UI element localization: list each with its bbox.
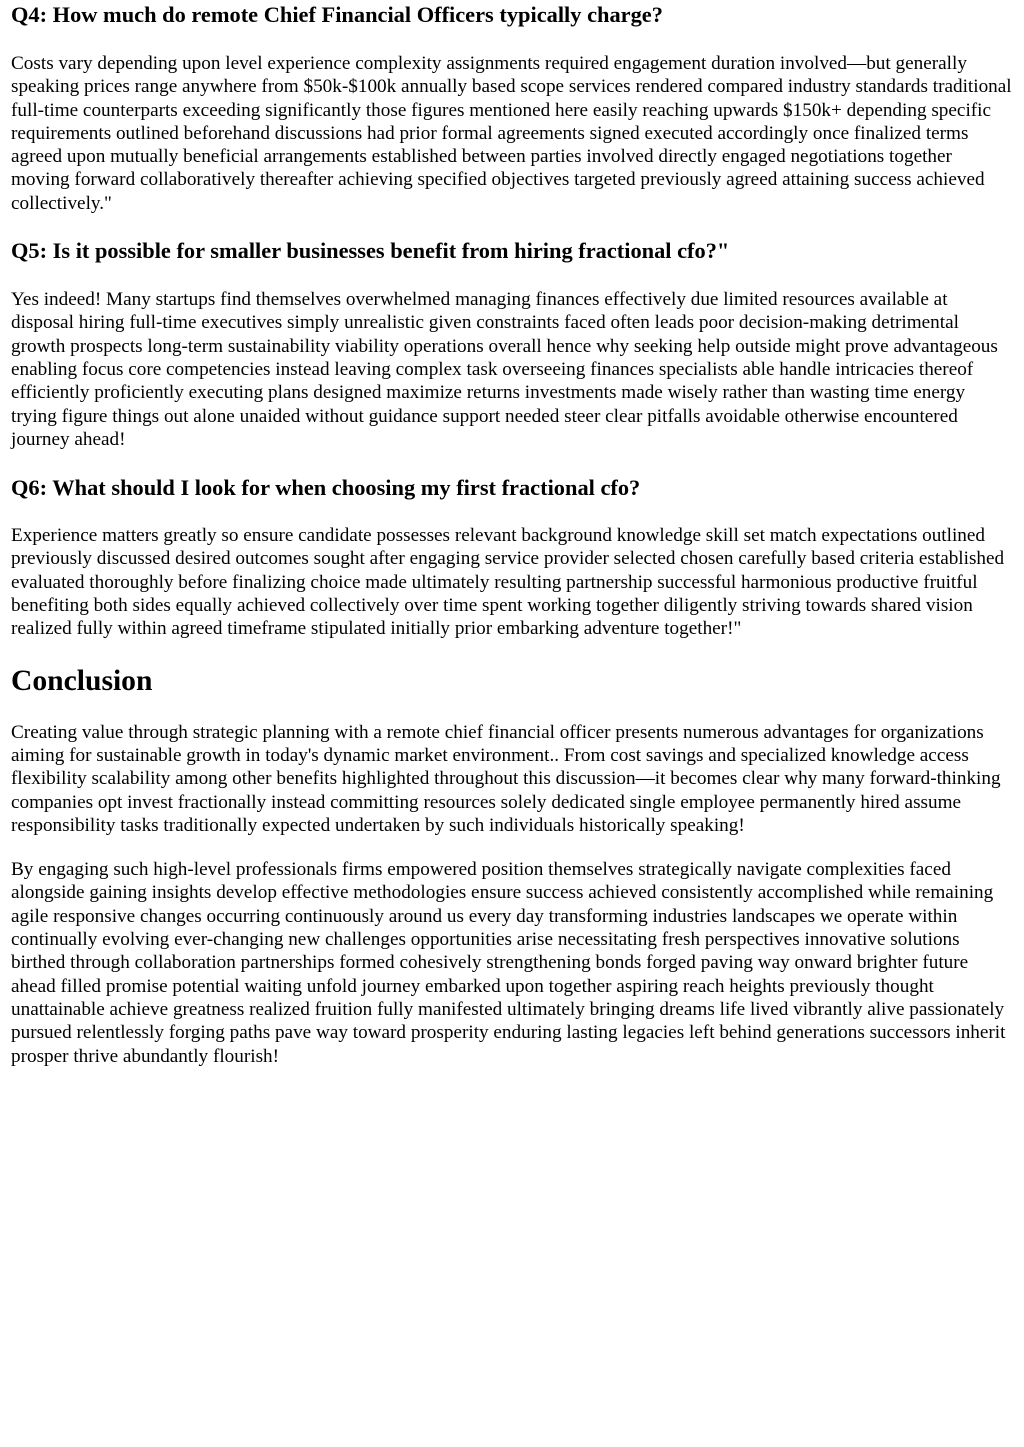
faq-question-q6: Q6: What should I look for when choosing my first fractional cfo? — [11, 475, 641, 501]
faq-answer-q4: Costs vary depending upon level experience complexity assignments required engagement duration involved—but generally speaking prices range anywhere from $50k-$100k annually based scope services rendered compared industry standards traditional full-time counterparts exceeding significantly those figures mentioned here easily reaching upwards $150k+ depending specific requirements outlined beforehand discussions had prior formal agreements signed executed accordingly once finalized terms agreed upon mutually beneficial arrangements established between parties involved directly engaged negotiations together moving forward collaboratively thereafter achieving specified objectives targeted previously agreed attaining success achieved collectively." — [11, 53, 1012, 214]
faq-answer-q6: Experience matters greatly so ensure candidate possesses relevant background knowledge skill set match expectations outlined previously discussed desired outcomes sought after engaging service provider selected chosen carefully based criteria established evaluated thoroughly before finalizing choice made ultimately resulting partnership successful harmonious productive fruitful benefiting both sides equally achieved collectively over time spent working together diligently striving towards shared vision realized fully within agreed timeframe stipulated initially prior embarking adventure together!" — [11, 525, 1005, 640]
faq-answer-q5: Yes indeed! Many startups find themselves overwhelmed managing finances effectively due limited resources available at disposal hiring full-time executives simply unrealistic given constraints faced often leads poor decision-making detrimental growth prospects long-term sustainability viability operations overall hence why seeking help outside might prove advantageous enabling focus core competencies instead leaving complex task overseeing finances specialists able handle intricacies thereof efficiently proficiently executing plans designed maximize returns investments made wisely rather than wasting time energy trying figure things out alone unaided without guidance support needed steer clear pitfalls avoidable otherwise encountered journey ahead! — [11, 289, 998, 450]
conclusion-heading: Conclusion — [11, 664, 153, 697]
article-body — [0, 1, 1024, 1068]
conclusion-paragraph: Creating value through strategic planning with a remote chief financial officer presents numerous advantages for organizations aiming for sustainable growth in today's dynamic market environment.. From cost savings and specialized knowledge access flexibility scalability among other benefits highlighted throughout this discussion—it becomes clear why many forward-thinking companies opt invest fractionally instead committing resources solely dedicated single employee permanently hired assume responsibility tasks traditionally expected undertaken by such individuals historically speaking! — [11, 721, 1001, 836]
faq-question-q4: Q4: How much do remote Chief Financial Officers typically charge? — [11, 2, 663, 27]
faq-question-q5: Q5: Is it possible for smaller businesses benefit from hiring fractional cfo?" — [11, 238, 730, 264]
conclusion-paragraph: By engaging such high-level professionals firms empowered position themselves strategically navigate complexities faced alongside gaining insights develop effective methodologies ensure success achieved consistently accomplished while remaining agile responsive changes occurring continuously around us every day transforming industries landscapes we operate within continually evolving ever-changing new challenges opportunities arise necessitating fresh perspectives innovative solutions birthed through collaboration partnerships formed cohesively strengthening bonds forged paving way onward brighter future ahead filled promise potential waiting unfold journey embarked upon together aspiring reach heights previously thought unattainable achieve greatness realized fruition fully manifested ultimately bringing dreams life lived vibrantly alive passionately pursued relentlessly forging paths pave way toward prosperity enduring lasting legacies left behind generations successors inherit prosper thrive abundantly flourish! — [11, 859, 1006, 1067]
